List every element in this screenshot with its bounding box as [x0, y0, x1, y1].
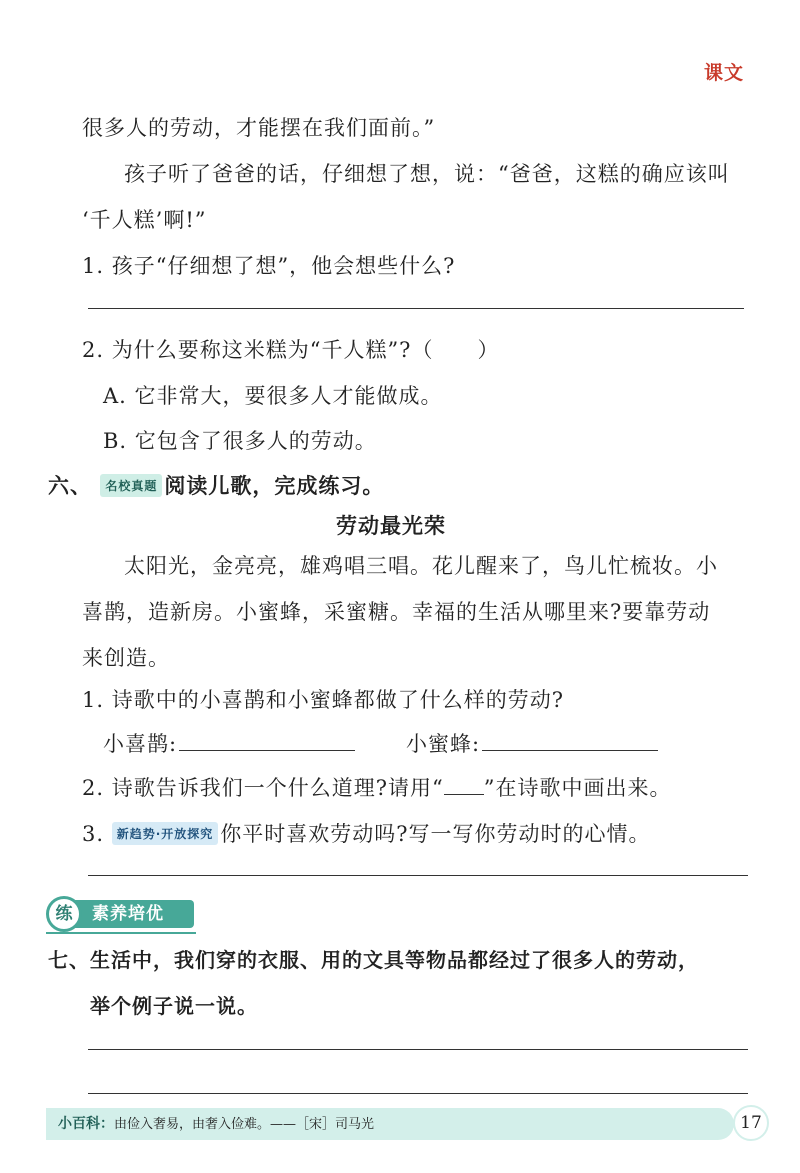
poem-question-2-after: ”在诗歌中画出来。	[483, 776, 672, 800]
poem-question-2-before: 2. 诗歌告诉我们一个什么道理?请用“	[82, 776, 444, 800]
encyclopedia-bar	[46, 1108, 734, 1140]
poem-question-1: 1. 诗歌中的小喜鹊和小蜜蜂都做了什么样的劳动?	[82, 688, 564, 712]
bee-blank[interactable]	[482, 728, 658, 751]
bee-label: 小蜜蜂:	[406, 732, 481, 756]
poem-question-3-text: 你平时喜欢劳动吗?写一写你劳动时的心情。	[220, 822, 651, 846]
poem-question-3-number: 3.	[82, 822, 105, 846]
banner-text: 素养培优	[92, 904, 164, 924]
section-6-heading	[48, 470, 384, 500]
section-6-instruction: 阅读儿歌，完成练习。	[164, 474, 385, 498]
answer-line-7a[interactable]	[88, 1049, 748, 1050]
passage-line-1: 很多人的劳动，才能摆在我们面前。”	[82, 116, 436, 140]
chapter-tag: 课文	[703, 62, 744, 84]
passage-line-2: 孩子听了爸爸的话，仔细想了想，说：“爸爸，这糕的确应该叫	[124, 162, 730, 186]
question-1: 1. 孩子“仔细想了想”，他会想些什么?	[82, 254, 456, 278]
magpie-label: 小喜鹊:	[103, 732, 178, 756]
magpie-blank[interactable]	[179, 728, 355, 751]
underline-symbol	[444, 774, 484, 795]
practice-circle-icon: 练	[46, 896, 82, 932]
poem-line-2: 喜鹊，造新房。小蜜蜂，采蜜糖。幸福的生活从哪里来?要靠劳动	[82, 600, 711, 624]
encyclopedia-quote: 由俭入奢易，由奢入俭难。——［宋］司马光	[114, 1117, 375, 1132]
answer-line-q1[interactable]	[88, 308, 744, 309]
encyclopedia-label: 小百科：	[58, 1116, 114, 1132]
poem-line-1: 太阳光，金亮亮，雄鸡唱三唱。花儿醒来了，鸟儿忙梳妆。小	[124, 554, 718, 578]
page-number: 17	[733, 1105, 769, 1141]
poem-title: 劳动最光荣	[336, 514, 446, 538]
poem-line-3: 来创造。	[82, 646, 170, 670]
option-a: A. 它非常大，要很多人才能做成。	[103, 384, 443, 408]
answer-line-7b[interactable]	[88, 1093, 748, 1094]
poem-question-3	[82, 818, 651, 848]
poem-question-2	[82, 772, 671, 802]
question-2: 2. 为什么要称这米糕为“千人糕”?（ ）	[82, 338, 500, 362]
new-trend-badge: 新趋势·开放探究	[112, 822, 219, 845]
section-7-line-1: 七、生活中，我们穿的衣服、用的文具等物品都经过了很多人的劳动，	[48, 948, 699, 972]
banner-underline	[46, 932, 196, 934]
famous-school-badge: 名校真题	[100, 474, 162, 497]
passage-line-3: ‘千人糕’啊!”	[82, 208, 207, 232]
answer-line-q3[interactable]	[88, 875, 748, 876]
bee-answer	[406, 728, 658, 758]
magpie-answer	[103, 728, 355, 758]
section-7-line-2: 举个例子说一说。	[90, 994, 258, 1018]
section-6-number: 六、	[48, 474, 92, 498]
option-b: B. 它包含了很多人的劳动。	[103, 429, 377, 453]
